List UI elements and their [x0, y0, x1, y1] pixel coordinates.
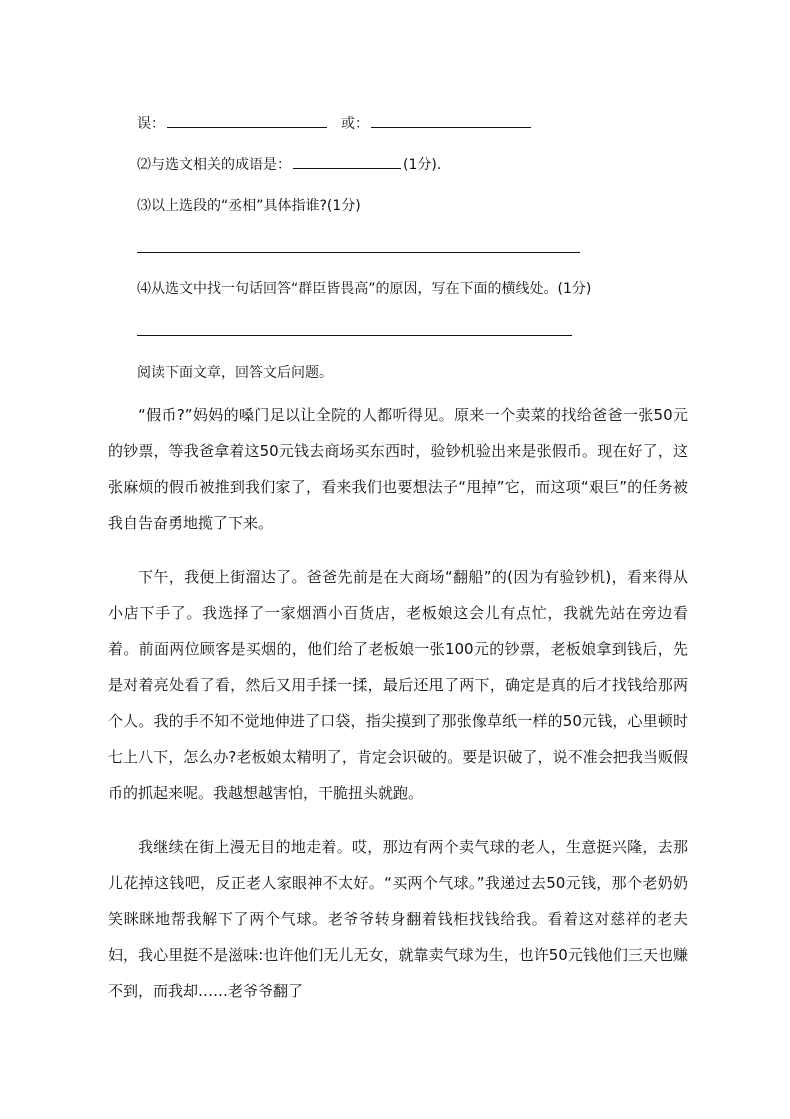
passage-paragraph: “假币?”妈妈的嗓门足以让全院的人都听得见。原来一个卖菜的找给爸爸一张50元的钞票，等我爸拿着这50元钱去商场买东西时，验钞机验出来是张假币。现在好了，这张麻烦的假币被推到我们家了，看来我们也要想法子“甩掉”它，而这项“艰巨”的任务被我自告奋勇地揽了下来。: [108, 406, 688, 532]
question-2-prefix: ⑵与选文相关的成语是：: [137, 157, 291, 173]
question-1-line: [137, 113, 533, 135]
question-2-suffix: (1分).: [403, 157, 442, 173]
passage-paragraph: 我继续在街上漫无目的地走着。哎，那边有两个卖气球的老人，生意挺兴隆，去那儿花掉这钱吧，反正老人家眼神不太好。“买两个气球。”我递过去50元钱，那个老奶奶笑眯眯地帮我解下了两个气球。老爷爷转身翻着钱柜找钱给我。看着这对慈祥的老夫妇，我心里挺不是滋味:也许他们无儿无女，就靠卖气球为生，也许50元钱他们三天也赚不到，而我却……老爷爷翻了: [108, 838, 688, 1000]
question-4-line: ⑷从选文中找一句话回答“群臣皆畏高”的原因，写在下面的横线处。(1分): [137, 281, 592, 297]
answer-blank-idiom[interactable]: [293, 154, 401, 169]
passage-paragraph: 下午，我便上街溜达了。爸爸先前是在大商场“翻船”的(因为有验钞机)，看来得从小店下手了。我选择了一家烟酒小百货店，老板娘这会儿有点忙，我就先站在旁边看着。前面两位顾客是买烟的，他们给了老板娘一张100元的钞票，老板娘拿到钱后，先是对着亮处看了看，然后又用手揉一揉，最后还甩了两下，确定是真的后才找钱给那两个人。我的手不知不觉地伸进了口袋，指尖摸到了那张像草纸一样的50元钱，心里顿时七上八下，怎么办?老板娘太精明了，肯定会识破的。要是识破了，说不准会把我当贩假币的抓起来呢。我越想越害怕，干脆扭头就跑。: [108, 568, 688, 802]
question-3-line: ⑶以上选段的“丞相”具体指谁?(1分): [137, 198, 361, 214]
answer-line-4[interactable]: [137, 335, 572, 336]
answer-blank-or[interactable]: [371, 113, 531, 128]
answer-line-3[interactable]: [137, 252, 580, 253]
answer-blank-wrong[interactable]: [167, 113, 327, 128]
wrong-label: 误：: [137, 116, 165, 132]
or-label: 或：: [341, 116, 369, 132]
question-2-line: [137, 154, 441, 176]
reading-passage: [108, 397, 688, 1009]
reading-instruction: 阅读下面文章，回答文后问题。: [137, 365, 333, 381]
